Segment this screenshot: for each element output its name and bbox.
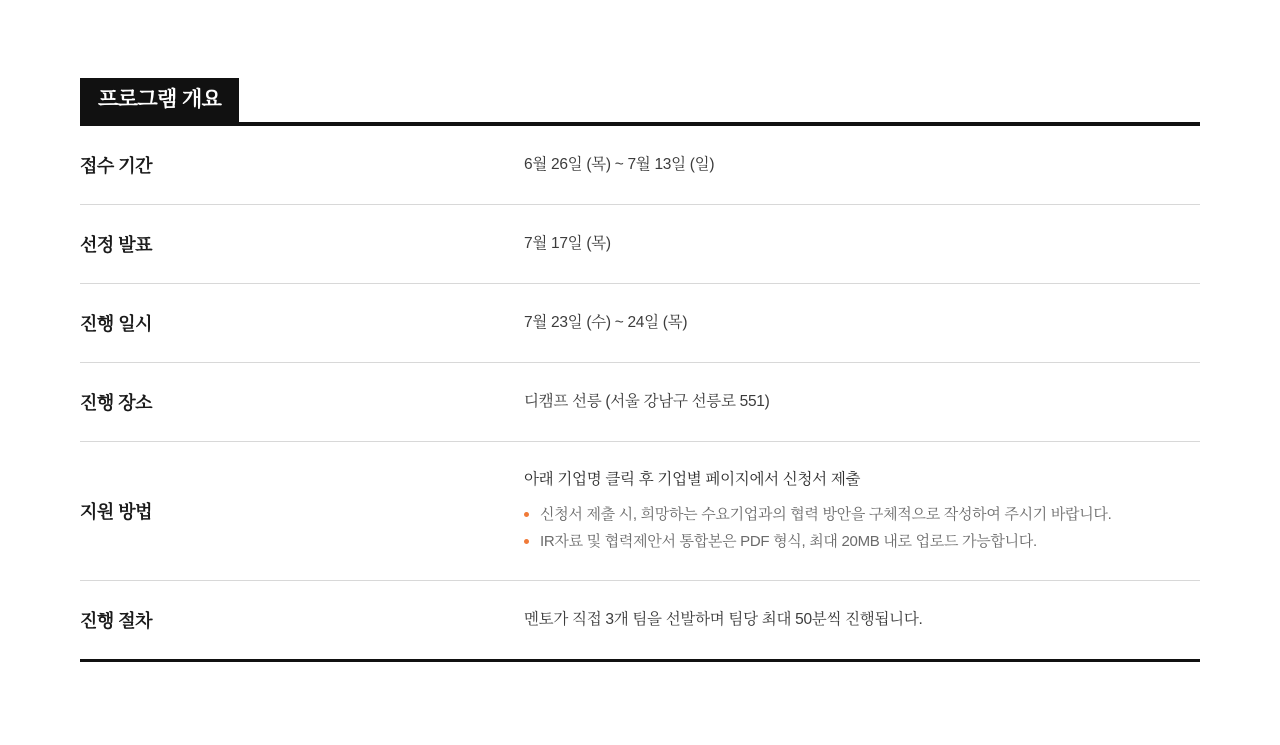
list-item — [524, 503, 1165, 527]
table-row — [80, 205, 1200, 284]
row-label: 지원 방법 — [80, 501, 153, 522]
section-heading-tag: 프로그램 개요 — [80, 78, 239, 122]
table-row — [80, 126, 1200, 205]
row-value: 디캠프 선릉 (서울 강남구 선릉로 551) — [524, 393, 770, 411]
apply-method-lead: 아래 기업명 클릭 후 기업별 페이지에서 신청서 제출 — [524, 471, 861, 488]
row-value: 7월 17일 (목) — [524, 235, 611, 253]
section-heading-row — [80, 78, 1200, 122]
list-item-text: IR자료 및 협력제안서 통합본은 PDF 형식, 최대 20MB 내로 업로드 가능합니다. — [540, 532, 1037, 550]
table-row — [80, 363, 1200, 442]
row-label: 선정 발표 — [80, 235, 153, 255]
program-overview-table — [80, 126, 1200, 659]
row-value: 멘토가 직접 3개 팀을 선발하며 팀당 최대 50분씩 진행됩니다. — [524, 611, 923, 629]
table-row — [80, 284, 1200, 363]
table-row — [80, 580, 1200, 659]
table-row-apply-method — [80, 442, 1200, 581]
bullet-dot-icon — [524, 512, 529, 517]
row-label: 접수 기간 — [80, 156, 153, 176]
list-item — [524, 530, 1165, 554]
row-value: 6월 26일 (목) ~ 7월 13일 (일) — [524, 156, 715, 174]
row-label: 진행 절차 — [80, 610, 153, 631]
list-item-text: 신청서 제출 시, 희망하는 수요기업과의 협력 방안을 구체적으로 작성하여 주시기 바랍니다. — [540, 506, 1112, 524]
table-bottom-rule — [80, 659, 1200, 662]
row-label: 진행 일시 — [80, 314, 153, 334]
overview-content — [80, 78, 1200, 662]
row-label: 진행 장소 — [80, 393, 153, 413]
apply-method-notes — [524, 503, 1200, 554]
row-value — [524, 442, 1200, 581]
row-value: 7월 23일 (수) ~ 24일 (목) — [524, 314, 688, 332]
bullet-dot-icon — [524, 539, 529, 544]
